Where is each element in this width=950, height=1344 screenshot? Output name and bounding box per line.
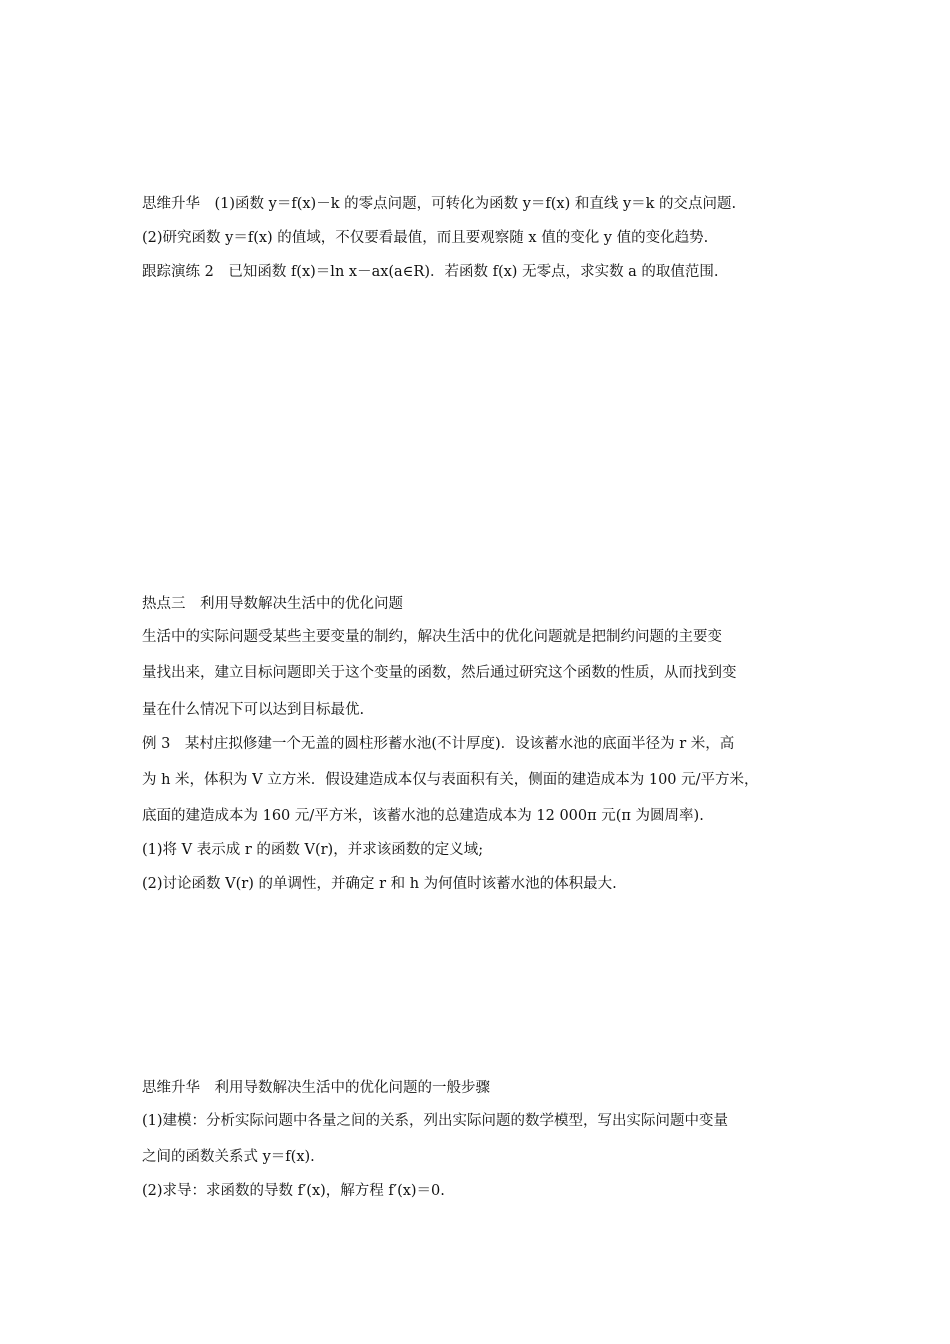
follow-up-exercise-2: 跟踪演练 2 已知函数 f(x)＝ln x－ax(a∈R)．若函数 f(x) 无零点，求实数 a 的取值范围.: [142, 264, 719, 280]
example-3-line-1: 例 3 某村庄拟修建一个无盖的圆柱形蓄水池(不计厚度)．设该蓄水池的底面半径为 r 米，高: [142, 736, 735, 752]
step-2: (2)求导：求函数的导数 f′(x)，解方程 f′(x)＝0.: [142, 1183, 445, 1199]
thinking-upgrade-1: 思维升华 (1)函数 y＝f(x)－k 的零点问题，可转化为函数 y＝f(x) 和直线 y＝k 的交点问题.: [142, 196, 737, 212]
example-3-line-3: 底面的建造成本为 160 元/平方米，该蓄水池的总建造成本为 12 000π 元(π 为圆周率).: [142, 808, 704, 824]
intro-line-1: 生活中的实际问题受某些主要变量的制约，解决生活中的优化问题就是把制约问题的主要变: [142, 629, 722, 645]
example-3-line-2: 为 h 米，体积为 V 立方米．假设建造成本仅与表面积有关，侧面的建造成本为 100 元/平方米，: [142, 772, 759, 788]
hotspot-3-heading: 热点三 利用导数解决生活中的优化问题: [142, 596, 403, 612]
thinking-upgrade-2: (2)研究函数 y＝f(x) 的值域，不仅要看最值，而且要观察随 x 值的变化 y 值的变化趋势.: [142, 230, 709, 246]
step-1-line-1: (1)建模：分析实际问题中各量之间的关系，列出实际问题的数学模型，写出实际问题中变量: [142, 1113, 729, 1129]
thinking-upgrade-steps-heading: 思维升华 利用导数解决生活中的优化问题的一般步骤: [142, 1080, 490, 1096]
question-2: (2)讨论函数 V(r) 的单调性，并确定 r 和 h 为何值时该蓄水池的体积最大.: [142, 876, 617, 892]
intro-line-3: 量在什么情况下可以达到目标最优.: [142, 702, 365, 718]
question-1: (1)将 V 表示成 r 的函数 V(r)，并求该函数的定义域;: [142, 842, 484, 858]
step-1-line-2: 之间的函数关系式 y＝f(x).: [142, 1149, 315, 1165]
intro-line-2: 量找出来，建立目标问题即关于这个变量的函数，然后通过研究这个函数的性质，从而找到变: [142, 665, 737, 681]
